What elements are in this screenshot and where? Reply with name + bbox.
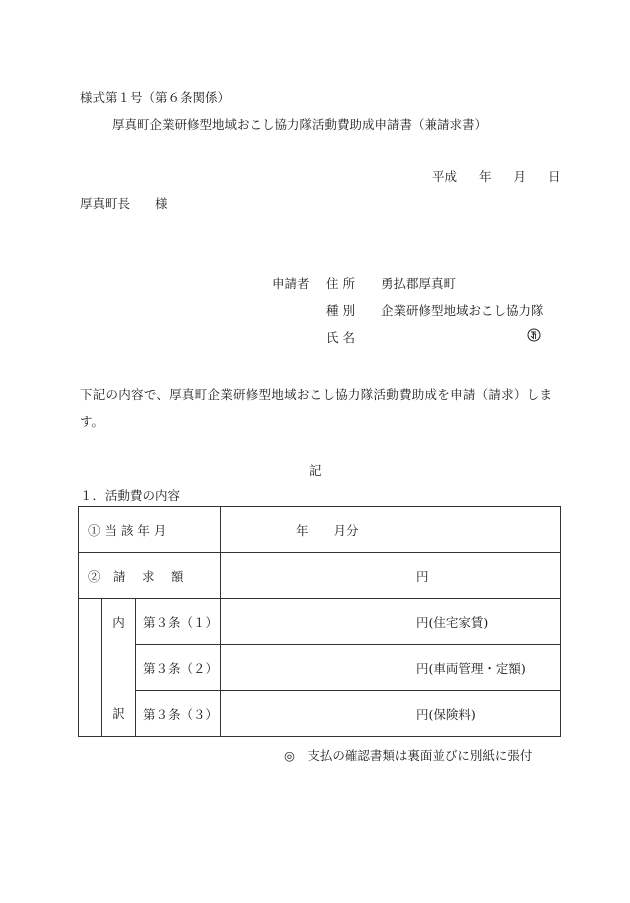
date-year: 年 xyxy=(479,169,492,184)
seal-icon xyxy=(527,328,541,342)
table-row xyxy=(79,599,561,645)
item-label: 第３条（２） xyxy=(136,645,221,691)
item-label: 第３条（１） xyxy=(136,599,221,645)
note: ◎ 支払の確認書類は裏面並びに別紙に張付 xyxy=(284,748,533,763)
addressee: 厚真町長 様 xyxy=(80,196,168,211)
name-label: 氏 名 xyxy=(326,330,355,345)
form-number: 様式第１号（第６条関係） xyxy=(80,90,231,105)
type-value: 企業研修型地域おこし協力隊 xyxy=(381,303,544,318)
date-day: 日 xyxy=(548,169,561,184)
document-title: 厚真町企業研修型地域おこし協力隊活動費助成申請書（兼請求書） xyxy=(112,117,488,132)
item-label: 第３条（３） xyxy=(136,691,221,737)
address-value: 勇払郡厚真町 xyxy=(381,276,457,291)
body-text: 下記の内容で、厚真町企業研修型地域おこし協力隊活動費助成を申請（請求）します。 xyxy=(80,387,552,429)
table-row xyxy=(79,553,561,599)
wake-label: 訳 xyxy=(102,691,136,737)
claim-amount-label: ② 請 求 額 xyxy=(79,553,221,599)
activity-cost-table xyxy=(78,506,561,737)
uchi-label: 内 xyxy=(102,599,136,645)
table-row xyxy=(79,645,561,691)
year-month-label: ① 当 該 年 月 xyxy=(79,507,221,553)
date-month: 月 xyxy=(513,169,527,184)
ki-heading: 記 xyxy=(309,463,322,478)
date-era: 平成 xyxy=(432,169,458,184)
year-month-value: 年 月分 xyxy=(221,507,561,553)
address-label: 住 所 xyxy=(326,276,355,291)
applicant-label: 申請者 xyxy=(272,276,310,291)
breakdown-spacer xyxy=(102,645,136,691)
item-value: 円(車両管理・定額) xyxy=(221,645,561,691)
item-value: 円(保険料) xyxy=(221,691,561,737)
table-row xyxy=(79,691,561,737)
table-row xyxy=(79,507,561,553)
type-label: 種 別 xyxy=(326,303,355,318)
item-value: 円(住宅家賃) xyxy=(221,599,561,645)
date-line xyxy=(432,169,561,185)
indent-cell xyxy=(79,599,102,737)
section-title: １．活動費の内容 xyxy=(80,488,181,503)
claim-amount-value: 円 xyxy=(221,553,561,599)
